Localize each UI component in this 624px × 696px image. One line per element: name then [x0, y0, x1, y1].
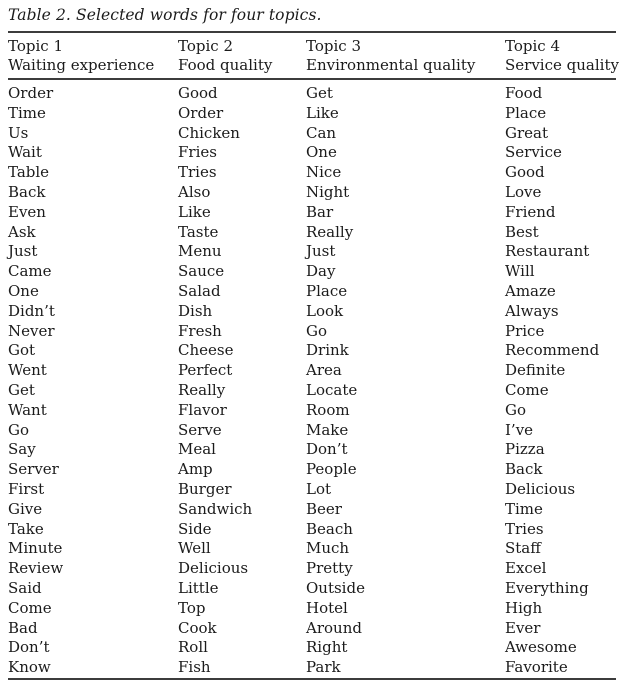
word-cell: Drink: [306, 341, 349, 360]
word-cell: Pizza: [505, 440, 545, 459]
word-cell: Meal: [178, 440, 216, 459]
word-cell: Menu: [178, 242, 222, 261]
word-cell: Price: [505, 321, 545, 340]
word-cell: Tries: [505, 519, 544, 538]
word-cell: Just: [306, 242, 336, 261]
word-cell: Well: [178, 539, 211, 558]
word-cell: Perfect: [178, 361, 233, 380]
word-cell: Restaurant: [505, 242, 590, 261]
word-cell: Right: [306, 638, 348, 657]
word-cell: Back: [505, 460, 543, 479]
word-cell: Great: [505, 123, 549, 142]
word-cell: Amaze: [505, 281, 556, 300]
word-cell: Us: [8, 123, 29, 142]
word-cell: Beer: [306, 499, 342, 518]
word-cell: Wait: [8, 143, 42, 162]
word-cell: Really: [178, 380, 226, 399]
word-cell: Will: [505, 262, 535, 281]
word-cell: Also: [178, 182, 211, 201]
table-caption: Table 2. Selected words for four topics.: [8, 5, 616, 33]
word-cell: Never: [8, 321, 55, 340]
word-cell: Table: [8, 163, 50, 182]
word-cell: Roll: [178, 638, 208, 657]
word-cell: Delicious: [505, 479, 576, 498]
word-cell: Bar: [306, 202, 334, 221]
column-topic-label: Topic 2: [178, 37, 233, 55]
word-cell: Amp: [178, 460, 213, 479]
word-cell: Dish: [178, 301, 213, 320]
word-cell: Go: [505, 400, 527, 419]
word-cell: Just: [8, 242, 38, 261]
word-cell: Everything: [505, 578, 589, 597]
word-cell: Fresh: [178, 321, 222, 340]
word-cell: Love: [505, 182, 542, 201]
word-cell: Go: [306, 321, 328, 340]
word-cell: Don’t: [306, 440, 348, 459]
column-header-topic-1: [8, 37, 178, 74]
word-cell: Don’t: [8, 638, 50, 657]
word-cell: One: [306, 143, 337, 162]
word-cell: Area: [306, 361, 342, 380]
word-cell: Locate: [306, 380, 358, 399]
word-cell: Serve: [178, 420, 222, 439]
word-cell: Definite: [505, 361, 566, 380]
word-cell: Order: [8, 84, 54, 102]
word-cell: Side: [178, 519, 212, 538]
table-header-row: [8, 33, 619, 80]
word-cell: Make: [306, 420, 349, 439]
word-cell: Can: [306, 123, 337, 142]
word-cell: Good: [178, 84, 218, 102]
word-cell: Awesome: [505, 638, 577, 657]
word-cell: Around: [306, 618, 362, 637]
word-cell: Sandwich: [178, 499, 253, 518]
word-cell: Cheese: [178, 341, 234, 360]
word-cell: Ask: [8, 222, 36, 241]
word-cell: Give: [8, 499, 43, 518]
word-cell: Come: [505, 380, 549, 399]
column-topic-label: Topic 1: [8, 37, 63, 55]
word-cell: Friend: [505, 202, 556, 221]
word-cell: I’ve: [505, 420, 534, 439]
word-cell: Time: [505, 499, 543, 518]
column-topic-label: Topic 4: [505, 37, 560, 55]
column-topic-subtitle: Food quality: [178, 55, 273, 74]
word-cell: Say: [8, 440, 36, 459]
word-cell: Taste: [178, 222, 219, 241]
column-header-topic-3: [306, 37, 505, 74]
word-cell: Really: [306, 222, 354, 241]
word-cell: Like: [178, 202, 211, 221]
word-cell: Server: [8, 460, 59, 479]
column-topic-subtitle: Service quality: [505, 55, 619, 74]
word-cell: Like: [306, 103, 339, 122]
word-cell: Day: [306, 262, 336, 281]
word-cell: Excel: [505, 559, 547, 578]
word-cell: Minute: [8, 539, 63, 558]
word-cell: Said: [8, 578, 42, 597]
word-cell: Fish: [178, 658, 211, 677]
word-cell: Came: [8, 262, 52, 281]
word-cell: Look: [306, 301, 344, 320]
word-cell: Staff: [505, 539, 541, 558]
column-topic-subtitle: Environmental quality: [306, 55, 476, 74]
word-cell: First: [8, 479, 45, 498]
word-cell: Burger: [178, 479, 232, 498]
word-cell: Service: [505, 143, 562, 162]
word-cell: Tries: [178, 163, 217, 182]
word-cell: Come: [8, 598, 52, 617]
word-cell: Didn’t: [8, 301, 55, 320]
word-cell: Room: [306, 400, 350, 419]
word-cell: People: [306, 460, 357, 479]
word-cell: Good: [505, 163, 545, 182]
word-cell: Much: [306, 539, 350, 558]
word-cell: Went: [8, 361, 47, 380]
word-cell: Get: [306, 84, 333, 102]
word-cell: Flavor: [178, 400, 227, 419]
column-topic-subtitle: Waiting experience: [8, 55, 155, 74]
word-cell: Fries: [178, 143, 217, 162]
word-cell: Night: [306, 182, 350, 201]
word-cell: Place: [306, 281, 348, 300]
word-cell: Know: [8, 658, 51, 677]
word-cell: Get: [8, 380, 35, 399]
word-cell: Lot: [306, 479, 332, 498]
word-cell: Go: [8, 420, 30, 439]
word-cell: Take: [8, 519, 44, 538]
word-cell: Outside: [306, 578, 365, 597]
word-cell: Top: [178, 598, 206, 617]
word-cell: Sauce: [178, 262, 225, 281]
word-cell: One: [8, 281, 39, 300]
column-topic-label: Topic 3: [306, 37, 361, 55]
word-cell: Bad: [8, 618, 38, 637]
word-cell: Park: [306, 658, 341, 677]
word-cell: Got: [8, 341, 36, 360]
word-cell: Ever: [505, 618, 541, 637]
word-cell: Place: [505, 103, 547, 122]
word-cell: Time: [8, 103, 46, 122]
word-cell: Order: [178, 103, 224, 122]
word-cell: Always: [505, 301, 559, 320]
column-header-topic-2: [178, 37, 306, 74]
word-cell: Favorite: [505, 658, 568, 677]
word-cell: Even: [8, 202, 46, 221]
word-cell: Salad: [178, 281, 221, 300]
word-cell: Best: [505, 222, 539, 241]
word-cell: Hotel: [306, 598, 348, 617]
word-cell: Back: [8, 182, 46, 201]
word-cell: Want: [8, 400, 47, 419]
word-cell: Little: [178, 578, 219, 597]
word-cell: Delicious: [178, 559, 249, 578]
word-cell: Food: [505, 84, 543, 102]
word-cell: Nice: [306, 163, 342, 182]
word-cell: Chicken: [178, 123, 240, 142]
word-cell: Cook: [178, 618, 217, 637]
word-cell: Recommend: [505, 341, 600, 360]
word-cell: Beach: [306, 519, 353, 538]
word-cell: Review: [8, 559, 64, 578]
table-body: [8, 80, 616, 680]
word-cell: High: [505, 598, 543, 617]
word-cell: Pretty: [306, 559, 353, 578]
column-header-topic-4: [505, 37, 624, 74]
